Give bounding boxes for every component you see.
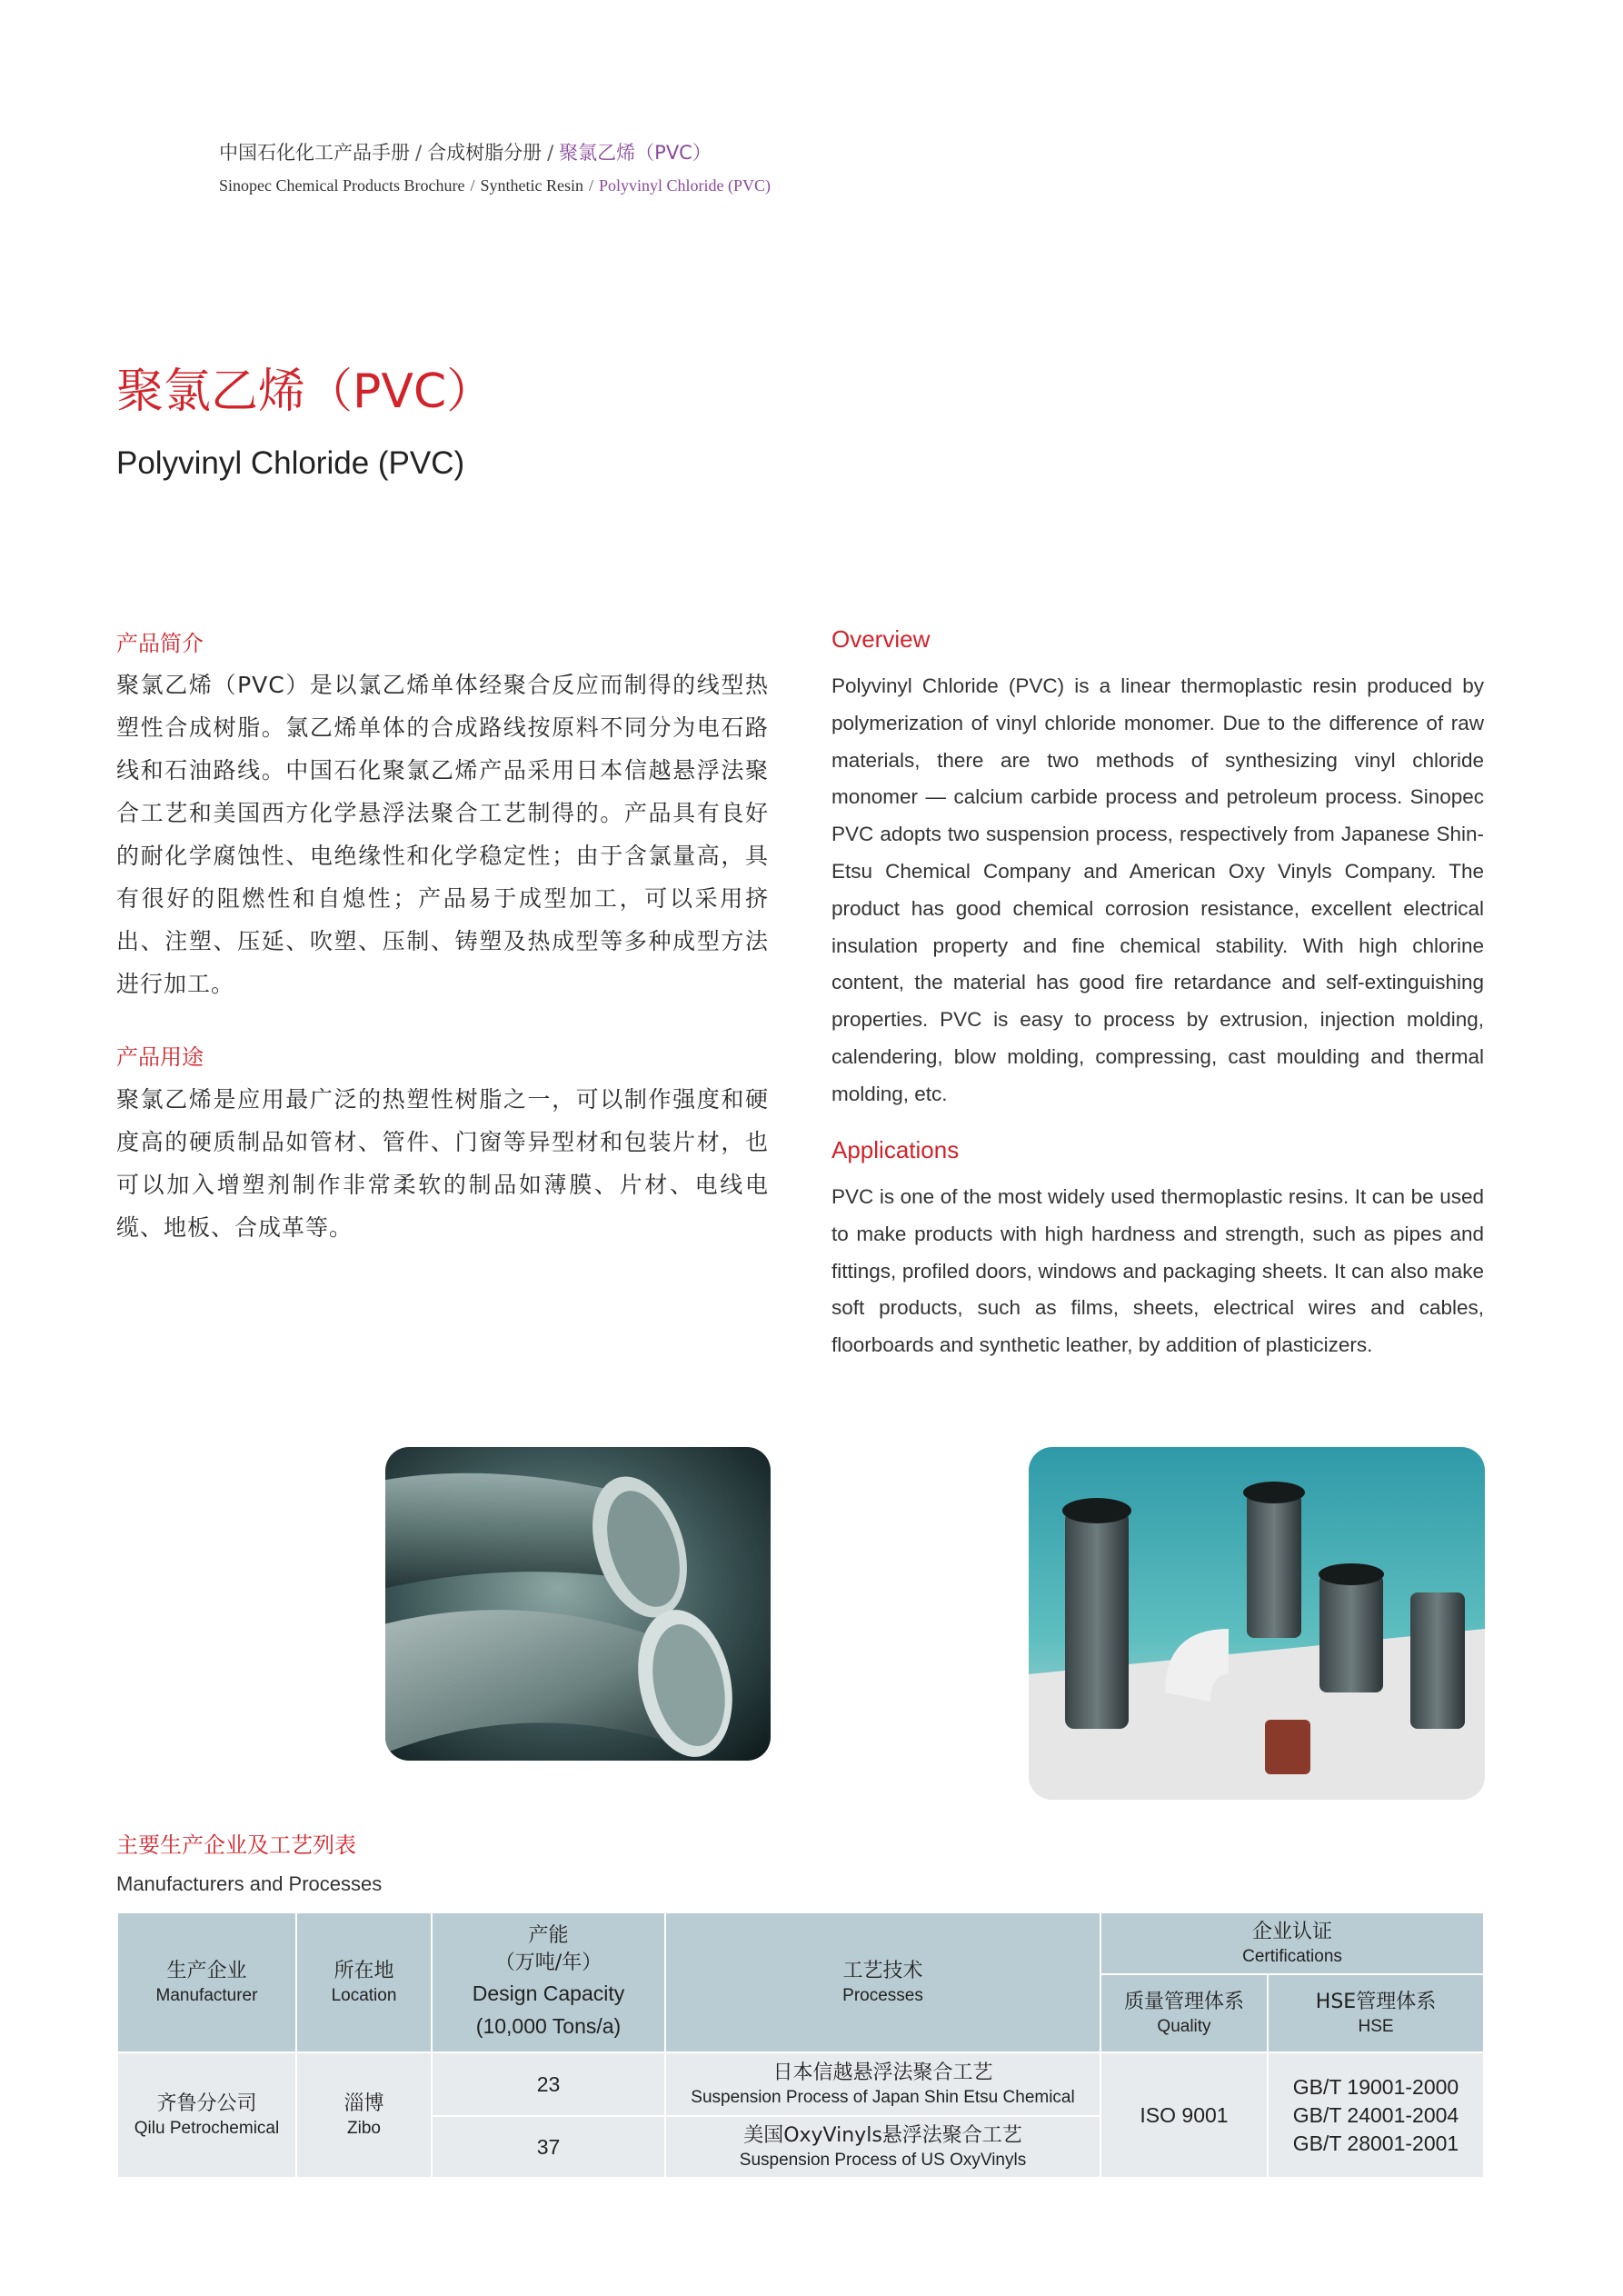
header-certifications-zh: 企业认证 xyxy=(1252,1921,1333,1943)
cell-process xyxy=(665,2116,1100,2178)
header-hse-zh: HSE管理体系 xyxy=(1315,1991,1437,2013)
manufacturer-en: Qilu Petrochemical xyxy=(134,2119,280,2138)
table-title-zh: 主要生产企业及工艺列表 xyxy=(116,1832,356,1858)
breadcrumb-separator: / xyxy=(588,176,593,195)
header-location-en: Location xyxy=(331,1986,397,2005)
header-location-zh: 所在地 xyxy=(334,1960,394,1982)
header-certifications xyxy=(1100,1912,1484,1974)
header-capacity xyxy=(432,1912,665,2052)
hse-cert: GB/T 19001-2000 xyxy=(1292,2074,1459,2099)
breadcrumb-item[interactable]: Sinopec Chemical Products Brochure xyxy=(219,176,465,195)
pvc-pipes-photo xyxy=(385,1447,771,1761)
breadcrumb-zh xyxy=(219,138,712,165)
location-en: Zibo xyxy=(347,2119,381,2138)
breadcrumb-en xyxy=(219,176,771,195)
applications-heading-zh: 产品用途 xyxy=(116,1044,204,1070)
location-zh: 淄博 xyxy=(344,2092,384,2115)
header-location xyxy=(296,1912,432,2052)
breadcrumb-item[interactable]: 合成树脂分册 xyxy=(427,142,543,164)
cell-process xyxy=(665,2052,1100,2116)
cell-capacity xyxy=(432,2052,665,2116)
breadcrumb-item[interactable]: 中国石化化工产品手册 xyxy=(219,142,410,164)
process-zh: 日本信越悬浮法聚合工艺 xyxy=(772,2061,993,2084)
table-title-en: Manufacturers and Processes xyxy=(116,1872,383,1895)
breadcrumb-separator: / xyxy=(415,142,423,164)
header-processes-en: Processes xyxy=(842,1986,923,2005)
process-en: Suspension Process of Japan Shin Etsu Chemical xyxy=(691,2088,1075,2107)
header-capacity-en: Design Capacity xyxy=(472,1982,625,2005)
cell-quality xyxy=(1100,2052,1268,2178)
cell-location xyxy=(296,2052,432,2178)
table-row xyxy=(117,2052,1484,2116)
intro-body-en: Polyvinyl Chloride (PVC) is a linear thermoplastic resin produced by polymerization of vinyl chloride monomer. Due to the difference of raw materials, there are two methods of synthesizing vinyl chloride monomer — calcium carbide process and petroleum process. Sinopec PVC adopts two suspension process, respectively from Japanese Shin-Etsu Chemical Company and American Oxy Vinyls Company. The product has good chemical corrosion resistance, excellent electrical insulation property and fine chemical stability. With high chlorine content, the material has good fire retardance and self-extinguishing properties. PVC is easy to process by extrusion, injection molding, calendering, blow molding, compressing, cast moulding and thermal molding, etc. xyxy=(831,674,1484,1105)
header-certifications-en: Certifications xyxy=(1242,1947,1342,1966)
cell-manufacturer xyxy=(117,2052,296,2178)
quality-cert: ISO 9001 xyxy=(1140,2102,1229,2127)
breadcrumb-separator: / xyxy=(470,176,475,195)
cell-hse xyxy=(1268,2052,1484,2178)
header-processes xyxy=(665,1912,1100,2052)
hse-cert: GB/T 28001-2001 xyxy=(1292,2131,1459,2155)
header-capacity-unit-zh: （万吨/年） xyxy=(494,1952,602,1974)
breadcrumb-current: Polyvinyl Chloride (PVC) xyxy=(598,176,771,195)
capacity-value: 23 xyxy=(536,2071,561,2096)
header-quality-en: Quality xyxy=(1157,2017,1211,2036)
manufacturers-table xyxy=(116,1912,1485,2179)
breadcrumb-item[interactable]: Synthetic Resin xyxy=(480,176,583,195)
page-title-en: Polyvinyl Chloride (PVC) xyxy=(116,445,465,481)
process-en: Suspension Process of US OxyVinyls xyxy=(739,2151,1027,2170)
page-title-zh: 聚氯乙烯（PVC） xyxy=(116,364,494,419)
header-manufacturer-en: Manufacturer xyxy=(155,1986,258,2005)
header-quality-zh: 质量管理体系 xyxy=(1123,1991,1244,2013)
intro-heading-en: Overview xyxy=(831,625,931,653)
applications-heading-en: Applications xyxy=(831,1136,960,1163)
header-hse-en: HSE xyxy=(1358,2017,1394,2036)
cell-capacity xyxy=(432,2116,665,2178)
header-manufacturer xyxy=(117,1912,296,2052)
header-capacity-unit-en: (10,000 Tons/a) xyxy=(475,2014,622,2038)
header-quality xyxy=(1100,1974,1268,2052)
process-zh: 美国OxyVinyls悬浮法聚合工艺 xyxy=(743,2124,1022,2147)
header-hse xyxy=(1268,1974,1484,2052)
header-capacity-zh: 产能 xyxy=(528,1924,569,1947)
header-manufacturer-zh: 生产企业 xyxy=(166,1960,247,1982)
breadcrumb-separator: / xyxy=(547,142,554,164)
applications-body-zh: 聚氯乙烯是应用最广泛的热塑性树脂之一，可以制作强度和硬度高的硬质制品如管材、管件、门窗等异型材和包装片材，也可以加入增塑剂制作非常柔软的制品如薄膜、片材、电线电缆、地板、合成革等。 xyxy=(116,1086,769,1241)
applications-body-en: PVC is one of the most widely used thermoplastic resins. It can be used to make products with high hardness and strength, such as pipes and fittings, profiled doors, windows and packaging sheets. It can also make soft products, such as films, sheets, electrical wires and cables, floorboards and synthetic leather, by addition of plasticizers. xyxy=(831,1185,1484,1357)
manufacturer-zh: 齐鲁分公司 xyxy=(156,2092,257,2115)
capacity-value: 37 xyxy=(536,2134,561,2159)
breadcrumb-current: 聚氯乙烯（PVC） xyxy=(559,142,712,164)
pvc-fittings-photo xyxy=(1029,1447,1485,1800)
header-processes-zh: 工艺技术 xyxy=(842,1960,923,1982)
hse-cert: GB/T 24001-2004 xyxy=(1292,2102,1459,2127)
intro-body-zh: 聚氯乙烯（PVC）是以氯乙烯单体经聚合反应而制得的线型热塑性合成树脂。氯乙烯单体的合成路线按原料不同分为电石路线和石油路线。中国石化聚氯乙烯产品采用日本信越悬浮法聚合工艺和美国西方化学悬浮法聚合工艺制得的。产品具有良好的耐化学腐蚀性、电绝缘性和化学稳定性；由于含氯量高，具有很好的阻燃性和自熄性；产品易于成型加工，可以采用挤出、注塑、压延、吹塑、压制、铸塑及热成型等多种成型方法进行加工。 xyxy=(116,672,769,997)
intro-heading-zh: 产品简介 xyxy=(116,631,204,656)
